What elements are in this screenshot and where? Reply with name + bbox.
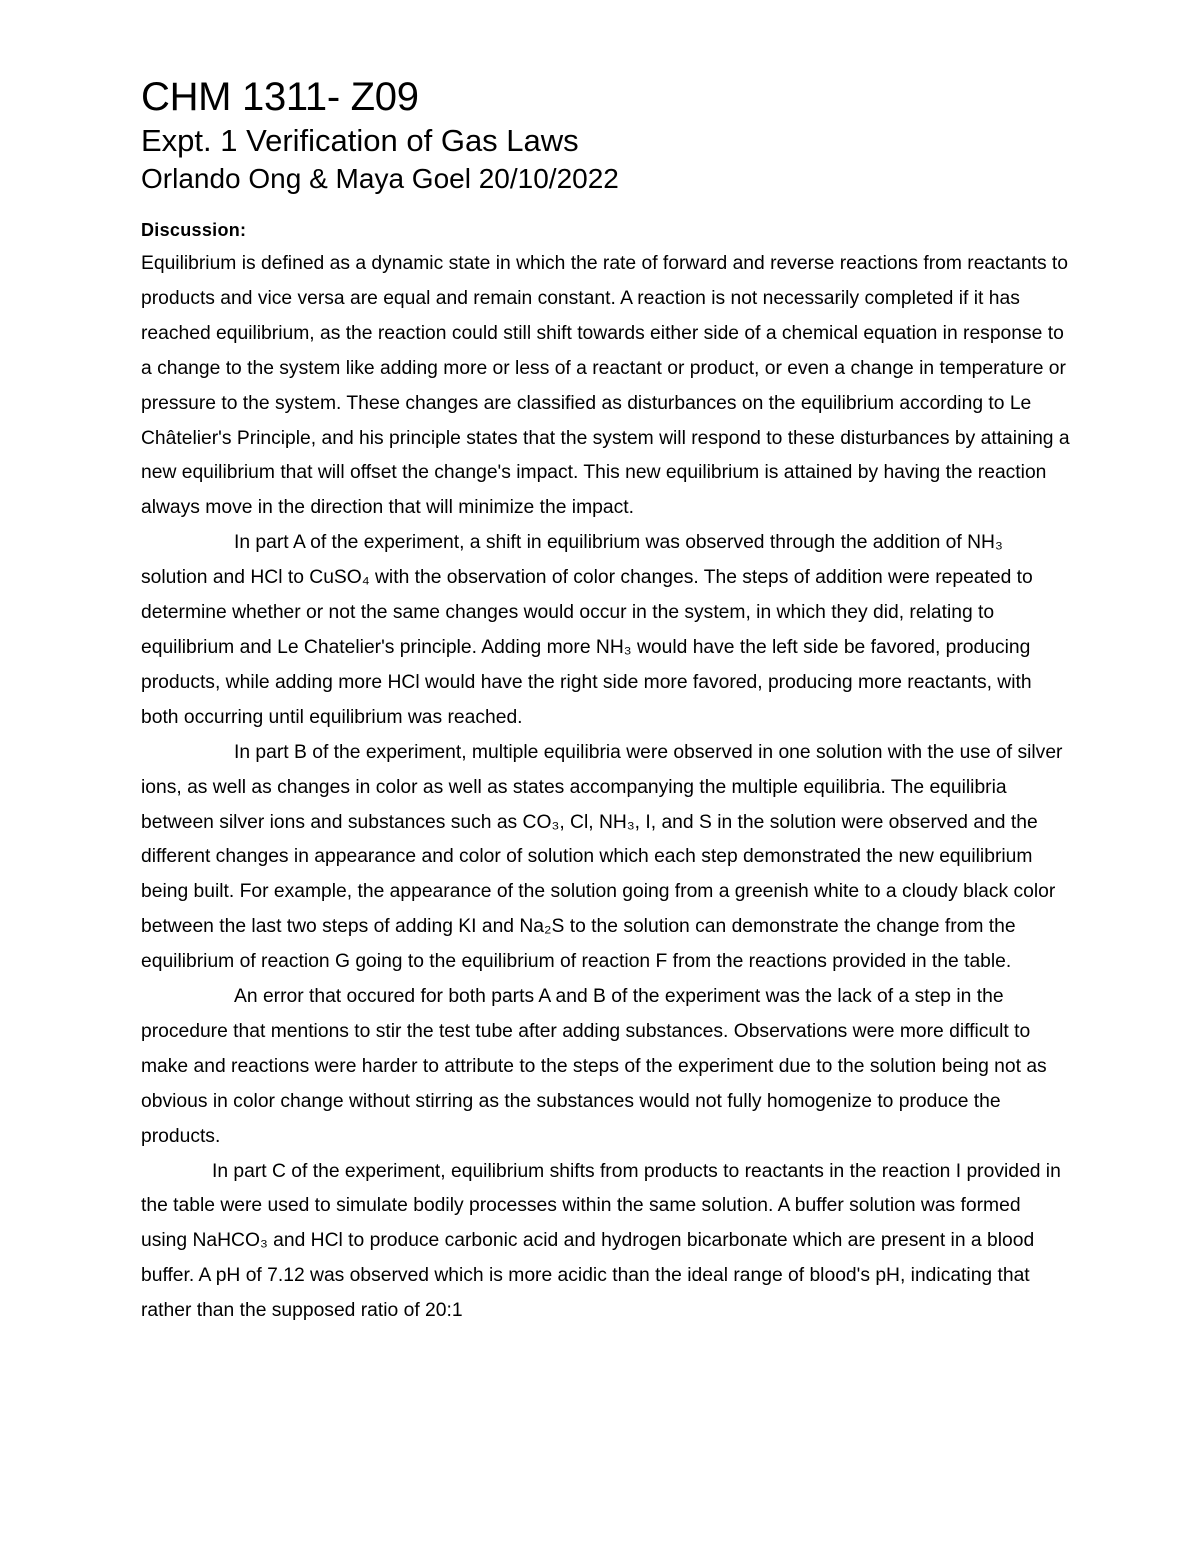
paragraph-error: An error that occured for both parts A and B of the experiment was the lack of a step in the procedure that mentions to stir the test tube after adding substances. Observations were more difficult to make and reactions were harder to attribute to the steps of the experiment due to the solution being not as obvious in color change without stirring as the substances would not fully homogenize to produce the products. [141,986,1047,1147]
paragraph-equilibrium-definition: Equilibrium is defined as a dynamic state in which the rate of forward and reverse reactions from reactants to products and vice versa are equal and remain constant. A reaction is not necessarily completed if it has reached equilibrium, as the reaction could still shift towards either side of a chemical equation in response to a change to the system like adding more or less of a reactant or product, or even a change in temperature or pressure to the system. These changes are classified as disturbances on the equilibrium according to Le Châtelier's Principle, and his principle states that the system will respond to these disturbances by attaining a new equilibrium that will offset the change's impact. This new equilibrium is attained by having the reaction always move in the direction that will minimize the impact. [141,253,1070,519]
paragraph-part-b: In part B of the experiment, multiple equilibria were observed in one solution with the use of silver ions, as well as changes in color as well as states accompanying the multiple equilibria. The equilibria between silver ions and substances such as CO₃, Cl, NH₃, I, and S in the solution were observed and the different changes in appearance and color of solution which each step demonstrated the new equilibrium being built. For example, the appearance of the solution going from a greenish white to a cloudy black color between the last two steps of adding KI and Na₂S to the solution can demonstrate the change from the equilibrium of reaction G going to the equilibrium of reaction F from the reactions provided in the table. [141,741,1063,973]
paragraph-part-a: In part A of the experiment, a shift in equilibrium was observed through the addition of NH₃ solution and HCl to CuSO₄ with the observation of color changes. The steps of addition were repeated to determine whether or not the same changes would occur in the system, in which they did, relating to equilibrium and Le Chatelier's principle. Adding more NH₃ would have the left side be favored, producing products, while adding more HCl would have the right side more favored, producing more reactants, with both occurring until equilibrium was reached. [141,532,1033,728]
authors-date: Orlando Ong & Maya Goel 20/10/2022 [141,163,619,194]
experiment-title: Expt. 1 Verification of Gas Laws [141,123,579,158]
paragraph-part-c: In part C of the experiment, equilibrium shifts from products to reactants in the reaction I provided in the table were used to simulate bodily processes within the same solution. A buffer solution was formed using NaHCO₃ and HCl to produce carbonic acid and hydrogen bicarbonate which are present in a blood buffer. A pH of 7.12 was observed which is more acidic than the ideal range of blood's pH, indicating that rather than the supposed ratio of 20:1 [141,1160,1061,1322]
document-page [141,74,1071,1329]
course-title: CHM 1311- Z09 [141,75,419,119]
discussion-heading: Discussion: [141,220,247,240]
discussion-body [141,247,1071,1329]
